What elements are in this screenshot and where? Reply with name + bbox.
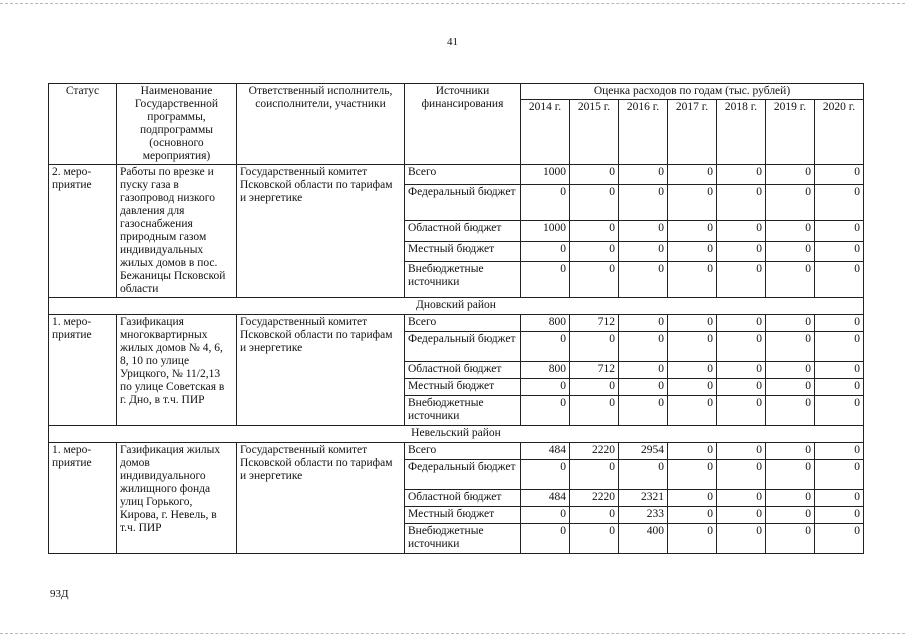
document-code: 93Д	[50, 588, 69, 600]
value-cell: 0	[570, 332, 619, 362]
source-cell: Федеральный бюджет	[405, 332, 521, 362]
value-cell: 400	[619, 524, 668, 554]
value-cell: 0	[668, 507, 717, 524]
value-cell: 0	[668, 379, 717, 396]
header-year: 2020 г.	[815, 100, 864, 165]
header-year: 2015 г.	[570, 100, 619, 165]
table-row	[49, 165, 864, 185]
value-cell: 0	[521, 332, 570, 362]
table-row	[49, 443, 864, 460]
value-cell: 0	[668, 165, 717, 185]
value-cell: 0	[815, 241, 864, 261]
source-cell: Местный бюджет	[405, 507, 521, 524]
value-cell: 0	[766, 221, 815, 241]
value-cell: 0	[717, 379, 766, 396]
value-cell: 0	[815, 315, 864, 332]
value-cell: 0	[766, 241, 815, 261]
value-cell: 0	[570, 396, 619, 426]
value-cell: 0	[717, 396, 766, 426]
scan-edge-bottom	[0, 633, 905, 634]
value-cell: 0	[766, 443, 815, 460]
source-cell: Внебюджетные источники	[405, 524, 521, 554]
section-title: Дновский район	[49, 298, 864, 315]
value-cell: 0	[766, 396, 815, 426]
status-cell: 1. меро-приятие	[49, 443, 117, 554]
header-year: 2016 г.	[619, 100, 668, 165]
value-cell: 1000	[521, 221, 570, 241]
executor-cell: Государственный комитет Псковской области по тарифам и энергетике	[237, 443, 405, 554]
value-cell: 0	[766, 185, 815, 221]
value-cell: 0	[815, 332, 864, 362]
value-cell: 0	[619, 221, 668, 241]
value-cell: 0	[815, 185, 864, 221]
value-cell: 0	[668, 221, 717, 241]
source-cell: Федеральный бюджет	[405, 185, 521, 221]
value-cell: 0	[815, 362, 864, 379]
value-cell: 0	[570, 185, 619, 221]
value-cell: 0	[668, 332, 717, 362]
value-cell: 0	[619, 165, 668, 185]
value-cell: 0	[815, 396, 864, 426]
value-cell: 0	[521, 185, 570, 221]
value-cell: 0	[717, 362, 766, 379]
header-year: 2018 г.	[717, 100, 766, 165]
value-cell: 2220	[570, 443, 619, 460]
value-cell: 0	[619, 185, 668, 221]
value-cell: 0	[668, 241, 717, 261]
value-cell: 0	[717, 185, 766, 221]
executor-cell: Государственный комитет Псковской области по тарифам и энергетике	[237, 165, 405, 298]
header-status: Статус	[49, 84, 117, 165]
value-cell: 0	[717, 460, 766, 490]
value-cell: 0	[570, 379, 619, 396]
value-cell: 0	[766, 362, 815, 379]
value-cell: 0	[619, 460, 668, 490]
value-cell: 0	[717, 241, 766, 261]
value-cell: 1000	[521, 165, 570, 185]
value-cell: 2954	[619, 443, 668, 460]
value-cell: 0	[668, 262, 717, 298]
value-cell: 0	[570, 165, 619, 185]
value-cell: 0	[521, 507, 570, 524]
value-cell: 0	[766, 507, 815, 524]
value-cell: 0	[766, 524, 815, 554]
value-cell: 0	[717, 315, 766, 332]
source-cell: Областной бюджет	[405, 362, 521, 379]
header-name: Наименование Государственной программы, подпрограммы (основного мероприятия)	[117, 84, 237, 165]
table-header	[49, 84, 864, 165]
value-cell: 0	[668, 315, 717, 332]
value-cell: 0	[619, 315, 668, 332]
value-cell: 0	[619, 379, 668, 396]
value-cell: 0	[521, 460, 570, 490]
source-cell: Федеральный бюджет	[405, 460, 521, 490]
value-cell: 0	[717, 507, 766, 524]
value-cell: 0	[766, 315, 815, 332]
value-cell: 484	[521, 490, 570, 507]
value-cell: 0	[766, 490, 815, 507]
value-cell: 0	[815, 490, 864, 507]
value-cell: 0	[766, 379, 815, 396]
value-cell: 0	[717, 332, 766, 362]
value-cell: 0	[570, 460, 619, 490]
value-cell: 0	[766, 165, 815, 185]
value-cell: 0	[619, 396, 668, 426]
value-cell: 0	[668, 362, 717, 379]
source-cell: Всего	[405, 165, 521, 185]
header-years-group: Оценка расходов по годам (тыс. рублей)	[521, 84, 864, 100]
name-cell: Работы по врезке и пуску газа в газопровод низкого давления для газоснабжения природным газом индивидуальных жилых домов в пос. Бежаницы Псковской области	[117, 165, 237, 298]
value-cell: 0	[521, 396, 570, 426]
source-cell: Внебюджетные источники	[405, 262, 521, 298]
value-cell: 0	[619, 362, 668, 379]
source-cell: Всего	[405, 443, 521, 460]
value-cell: 800	[521, 315, 570, 332]
value-cell: 0	[570, 241, 619, 261]
value-cell: 0	[815, 262, 864, 298]
value-cell: 800	[521, 362, 570, 379]
value-cell: 0	[521, 241, 570, 261]
page-number: 41	[447, 36, 458, 48]
value-cell: 0	[717, 221, 766, 241]
header-year: 2017 г.	[668, 100, 717, 165]
status-cell: 1. меро-приятие	[49, 315, 117, 426]
value-cell: 0	[668, 185, 717, 221]
scan-edge-top	[0, 3, 905, 4]
value-cell: 0	[521, 379, 570, 396]
section-row	[49, 298, 864, 315]
value-cell: 0	[815, 507, 864, 524]
value-cell: 0	[619, 241, 668, 261]
value-cell: 0	[815, 524, 864, 554]
value-cell: 0	[717, 443, 766, 460]
budget-table	[48, 83, 864, 554]
value-cell: 0	[521, 524, 570, 554]
value-cell: 0	[521, 262, 570, 298]
value-cell: 0	[815, 165, 864, 185]
value-cell: 0	[668, 443, 717, 460]
value-cell: 0	[766, 332, 815, 362]
value-cell: 712	[570, 315, 619, 332]
value-cell: 0	[766, 262, 815, 298]
value-cell: 2321	[619, 490, 668, 507]
value-cell: 0	[668, 524, 717, 554]
source-cell: Местный бюджет	[405, 379, 521, 396]
source-cell: Внебюджетные источники	[405, 396, 521, 426]
value-cell: 0	[619, 332, 668, 362]
source-cell: Областной бюджет	[405, 490, 521, 507]
value-cell: 712	[570, 362, 619, 379]
value-cell: 2220	[570, 490, 619, 507]
value-cell: 0	[570, 524, 619, 554]
executor-cell: Государственный комитет Псковской области по тарифам и энергетике	[237, 315, 405, 426]
table-row	[49, 315, 864, 332]
section-row	[49, 426, 864, 443]
source-cell: Всего	[405, 315, 521, 332]
value-cell: 0	[717, 490, 766, 507]
value-cell: 0	[815, 221, 864, 241]
value-cell: 0	[717, 262, 766, 298]
value-cell: 0	[766, 460, 815, 490]
source-cell: Областной бюджет	[405, 221, 521, 241]
header-year: 2019 г.	[766, 100, 815, 165]
source-cell: Местный бюджет	[405, 241, 521, 261]
value-cell: 0	[815, 443, 864, 460]
value-cell: 0	[570, 507, 619, 524]
section-title: Невельский район	[49, 426, 864, 443]
status-cell: 2. меро-приятие	[49, 165, 117, 298]
value-cell: 0	[570, 221, 619, 241]
header-year: 2014 г.	[521, 100, 570, 165]
value-cell: 0	[668, 460, 717, 490]
value-cell: 0	[815, 460, 864, 490]
value-cell: 484	[521, 443, 570, 460]
name-cell: Газификация многоквартирных жилых домов № 4, 6, 8, 10 по улице Урицкого, № 11/2,13 по улице Советская в г. Дно, в т.ч. ПИР	[117, 315, 237, 426]
value-cell: 0	[668, 396, 717, 426]
name-cell: Газификация жилых домов индивидуального жилищного фонда улиц Горького, Кирова, г. Невель, в т.ч. ПИР	[117, 443, 237, 554]
header-executor: Ответственный исполнитель, соисполнители, участники	[237, 84, 405, 165]
value-cell: 0	[619, 262, 668, 298]
value-cell: 0	[815, 379, 864, 396]
value-cell: 0	[668, 490, 717, 507]
value-cell: 0	[570, 262, 619, 298]
table-body	[49, 165, 864, 554]
value-cell: 0	[717, 524, 766, 554]
header-sources: Источники финансирования	[405, 84, 521, 165]
value-cell: 0	[717, 165, 766, 185]
value-cell: 233	[619, 507, 668, 524]
